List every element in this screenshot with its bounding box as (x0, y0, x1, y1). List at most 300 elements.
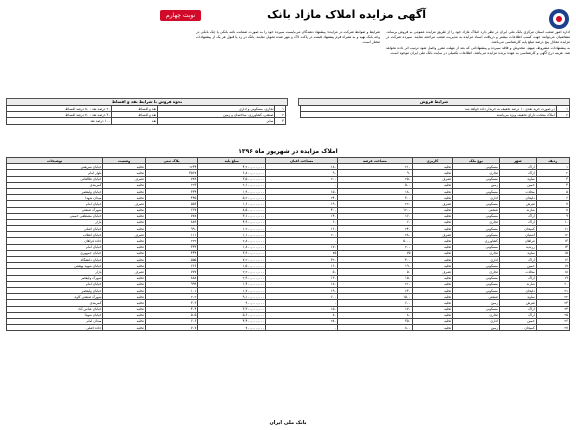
table-row-cell: ساوه (499, 176, 536, 182)
table-row-cell: اراک (499, 312, 536, 318)
table-row-cell: ۱,۴۰۰,۰۰۰,۰۰۰ (198, 281, 266, 287)
table-row-cell: تصرف (412, 176, 453, 182)
table-row-cell: ۶۶۶ (145, 263, 198, 269)
table-row-cell: ۱,۷۰۰,۰۰۰,۰۰۰ (198, 287, 266, 293)
table-row-cell: ۵۰ (338, 269, 412, 275)
table-row-cell: مسکونی (453, 281, 500, 287)
table-row-cell: ۶۰۶ (145, 318, 198, 324)
table-row-cell: ۳۳۴ (145, 188, 198, 194)
table-row-cell: ۲,۹۰۰,۰۰۰,۰۰۰ (198, 275, 266, 281)
table-row-cell: ۲۲ (536, 294, 569, 300)
table-row-cell: ۱۵۰۰ (338, 294, 412, 300)
intro-col-1: اداره امور شعب استان مرکزی بانک ملی ایران در نظر دارد املاک مازاد خود را از طریق مزایده عمومی به فروش برساند. متقاضیان می‌توانند جهت کسب اطلاعات بیشتر و دریافت اسناد مزایده به مدیریت شعب مراجعه نمایند. سپرده شرکت در مزایده معادل پنج درصد مبلغ پایه کارشناسی می‌باشد. (386, 30, 570, 45)
table-row-cell: تخلیه (103, 325, 145, 331)
table-row-cell: تخلیه (103, 188, 145, 194)
table-row-cell: اراک (499, 164, 536, 170)
table-row-cell: آشتیان (499, 232, 536, 238)
table-row-cell: ۱۹۰ (266, 287, 338, 293)
table-row-cell: ۱۸۰ (266, 281, 338, 287)
conditions-title: نحوه فروش با شرایط نقد و اقساط (6, 98, 288, 106)
conditions-row-cell: نقد (112, 118, 158, 124)
table-row-cell: ۱,۹۰۰,۰۰۰,۰۰۰ (198, 188, 266, 194)
table-row-cell: ۶۰ (266, 219, 338, 225)
table-row-cell: تخلیه (412, 275, 453, 281)
table-row-cell: تصرف (412, 232, 453, 238)
footer-bank-name: بانک ملی ایران (269, 420, 307, 426)
table-row-cell: ۱۰۱ (145, 287, 198, 293)
table-row-cell: ۷۷۷ (145, 269, 198, 275)
table-row-cell: ۶۶۷ (145, 207, 198, 213)
sales-terms-table (300, 105, 570, 118)
listing-column-header: وضعیت (103, 158, 145, 164)
table-row-cell: خیابان شریعتی (7, 164, 103, 170)
table-row-cell: تخلیه (103, 263, 145, 269)
listing-column-header: توضیحات (7, 158, 103, 164)
table-row-cell: ۹۹۹ (145, 281, 198, 287)
table-row-cell: ۷۵ (338, 250, 412, 256)
table-row-cell: تخلیه (103, 219, 145, 225)
table-row-cell: ۱۸ (536, 269, 569, 275)
table-row-cell: ۴,۲۰۰,۰۰۰,۰۰۰ (198, 164, 266, 170)
conditions-row-cell: صنعتی، کشاورزی، ساختمان و زمین (158, 112, 275, 118)
table-row-cell: تخلیه (412, 312, 453, 318)
table-row-cell: ۹ (536, 213, 569, 219)
table-row-cell: خیابان طالقانی (7, 176, 103, 182)
conditions-row-cell: نقد و اقساط (112, 112, 158, 118)
table-row-cell: تخلیه (103, 294, 145, 300)
table-row-cell: ۹۹۰ (145, 226, 198, 232)
sales-terms-row-cell: املاک منتخب دارای تخفیف ویژه می‌باشند (301, 112, 557, 118)
table-row-cell: ۴۴۵ (145, 195, 198, 201)
table-row-cell: ۳۵۰ (338, 318, 412, 324)
table-row-cell: تفرش (499, 201, 536, 207)
table-row-cell: ساوه (499, 294, 536, 300)
table-row-cell: ۵ (536, 188, 569, 194)
table-row-cell: تخلیه (412, 318, 453, 324)
table-row-cell: ۲۲۲ (145, 238, 198, 244)
bank-logo-icon (548, 8, 570, 30)
table-row-cell: مسکونی (453, 263, 500, 269)
table-row-cell: ۳۰۳ (145, 300, 198, 306)
table-row-cell: ۲۷ (536, 325, 569, 331)
table-row-cell: تخلیه (103, 275, 145, 281)
table-row-cell: ۱,۵۰۰,۰۰۰,۰۰۰ (198, 263, 266, 269)
table-row-cell: تجاری (453, 219, 500, 225)
table-row-cell: ۲,۸۰۰,۰۰۰,۰۰۰ (198, 238, 266, 244)
table-row-cell: تخلیه (103, 164, 145, 170)
table-row-cell: تخلیه (103, 226, 145, 232)
table-row-cell: خیابان انقلاب (7, 232, 103, 238)
table-row-cell: خیابان ولیعصر (7, 287, 103, 293)
table-row-cell: کشاورزی (453, 238, 500, 244)
round-badge: نوبت چهارم (160, 10, 201, 21)
conditions-row-cell: ۳۰ درصد نقد - ۷۰ درصد اقساط (7, 112, 112, 118)
table-row (7, 325, 570, 331)
table-row-cell: اراک (499, 219, 536, 225)
table-row-cell: ۵۵۵ (145, 257, 198, 263)
table-row-cell: ۱۵۰ (266, 306, 338, 312)
table-row-cell: ۱۵۰ (266, 188, 338, 194)
table-row-cell: زمین (453, 300, 500, 306)
table-row-cell: تخلیه (412, 257, 453, 263)
table-row-cell: ۱ (536, 164, 569, 170)
table-row-cell: ۰ (266, 325, 338, 331)
table-row-cell: ۱,۲۰۰,۰۰۰,۰۰۰ (198, 226, 266, 232)
table-row-cell: صنعتی (453, 294, 500, 300)
table-row-cell: ۸۸۸ (145, 275, 198, 281)
table-row-cell: تخلیه (103, 244, 145, 250)
listing-column-header: ردیف (536, 158, 569, 164)
table-row-cell: ۷ (536, 201, 569, 207)
table-row-cell: تخلیه (412, 219, 453, 225)
listing-body (7, 164, 570, 331)
table-row-cell: زمین (453, 325, 500, 331)
table-row-cell: مسکونی (453, 176, 500, 182)
table-row-cell: ۹۰۰,۰۰۰,۰۰۰ (198, 300, 266, 306)
table-row-cell: تخلیه (412, 306, 453, 312)
table-row-cell: ۶,۸۰۰,۰۰۰,۰۰۰ (198, 170, 266, 176)
table-row-cell: تصرف (103, 232, 145, 238)
table-row-cell: ۱۳ (536, 238, 569, 244)
table-row-cell: تخلیه (103, 281, 145, 287)
table-row-cell: ۱۶۰ (338, 213, 412, 219)
table-row-cell: ۱۱ (536, 226, 569, 232)
table-row-cell: ۲۰۰ (266, 232, 338, 238)
table-row-cell: خیابان ولیعصر (7, 188, 103, 194)
table-row-cell: ۱,۸۰۰,۰۰۰,۰۰۰ (198, 244, 266, 250)
table-row-cell: تخلیه (412, 263, 453, 269)
table-row-cell: تجاری (453, 312, 500, 318)
table-row-cell: تفرش (499, 300, 536, 306)
table-row-cell: ۱۸۰ (338, 188, 412, 194)
table-row-cell: ۹,۱۰۰,۰۰۰,۰۰۰ (198, 294, 266, 300)
listing-table (6, 157, 570, 331)
table-row-cell: ۲۲۳ (145, 182, 198, 188)
table-row-cell: ۶۰۰ (266, 294, 338, 300)
table-row-cell: شازند (499, 207, 536, 213)
table-row-cell: تجاری (453, 170, 500, 176)
table-row-cell: تخلیه (103, 318, 145, 324)
table-row-cell: مسکونی (453, 244, 500, 250)
table-row-cell: ۸۰۰ (338, 325, 412, 331)
table-row-cell: تخلیه (103, 257, 145, 263)
table-row-cell: تخلیه (412, 238, 453, 244)
table-row-cell: اداری (453, 257, 500, 263)
table-row-cell: ساوه (499, 250, 536, 256)
table-row-cell: ۴,۹۰۰,۰۰۰,۰۰۰ (198, 219, 266, 225)
ad-header (0, 6, 576, 26)
table-row-cell: ۸۸۹ (145, 219, 198, 225)
table-row-cell: اداری (453, 318, 500, 324)
table-row-cell: تخلیه (412, 195, 453, 201)
table-row-cell: ۱۷ (536, 263, 569, 269)
table-row-cell: تجاری (453, 250, 500, 256)
table-row-cell: ۲۰۰ (338, 244, 412, 250)
table-row-cell: تخلیه (412, 244, 453, 250)
table-row-cell: ۴ (536, 182, 569, 188)
table-row-cell: ۲۵۰ (338, 176, 412, 182)
table-row-cell: ۵۰۵ (145, 312, 198, 318)
table-row-cell: تخلیه (103, 195, 145, 201)
ad-title: آگهی مزایده املاک مازاد بانک (267, 8, 426, 21)
listing-column-header: مبلغ پایه (198, 158, 266, 164)
table-row-cell: شهرک صنعتی (7, 207, 103, 213)
table-row-cell: ۷۸۹ (145, 176, 198, 182)
table-row-cell: ۱۶ (536, 257, 569, 263)
table-row-cell: ۴۰۰ (338, 257, 412, 263)
table-row-cell: ۲,۲۰۰,۰۰۰,۰۰۰ (198, 269, 266, 275)
table-row-cell: محلات (499, 188, 536, 194)
table-row-cell: ۰ (266, 182, 338, 188)
table-row-cell: ۲۲۰ (338, 201, 412, 207)
sales-terms-row-cell: ۲ (556, 112, 569, 118)
table-row-cell: خیابان امام (7, 244, 103, 250)
table-row-cell: تصرف (103, 176, 145, 182)
listing-column-header: مساحت عرصه (338, 158, 412, 164)
table-row-cell: ۱۴ (536, 244, 569, 250)
table-row-cell: میدان شهدا (7, 195, 103, 201)
table-row-cell: ۷۰۰,۰۰۰,۰۰۰ (198, 325, 266, 331)
table-row-cell: تخلیه (412, 325, 453, 331)
table-row-cell: کمربندی (7, 300, 103, 306)
table-row-cell: ۹۰ (338, 170, 412, 176)
table-row-cell: ۷۷۸ (145, 213, 198, 219)
table-row-cell: تخلیه (412, 281, 453, 287)
table-row-cell: ۱۸۰ (266, 164, 338, 170)
table-row-cell: تخلیه (412, 170, 453, 176)
table-row-cell: ۱۵۰ (338, 275, 412, 281)
table-row-cell: ۱۹۰ (338, 263, 412, 269)
table-row-cell: ۴۴۴ (145, 250, 198, 256)
table-row-cell: ۸ (536, 207, 569, 213)
table-row-cell: خیابان شهدا (7, 312, 103, 318)
table-row-cell: اراک (499, 306, 536, 312)
table-row-cell: تخلیه (412, 226, 453, 232)
table-row-cell: خیابان امام (7, 281, 103, 287)
table-row-cell: ۳,۳۰۰,۰۰۰,۰۰۰ (198, 306, 266, 312)
table-row-cell: ۱۶۰ (266, 263, 338, 269)
conditions-table (6, 105, 286, 125)
listing-title: املاک مزایده در شهریور ماه ۱۳۹۶ (238, 148, 338, 155)
table-row-cell: ۳۲۰ (266, 257, 338, 263)
table-row-cell: ۲,۱۰۰,۰۰۰,۰۰۰ (198, 182, 266, 188)
table-row-cell: تخلیه (412, 207, 453, 213)
table-row-cell: خیابان شهید بهشتی (7, 263, 103, 269)
conditions-row-cell: نقد و اقساط (112, 106, 158, 112)
table-row-cell: مسکونی (453, 226, 500, 232)
table-row-cell: تخلیه (103, 213, 145, 219)
table-row-cell: ۸۰ (266, 312, 338, 318)
table-row-cell: میدان امام (7, 318, 103, 324)
table-row-cell: ۱۳۰ (266, 275, 338, 281)
table-row-cell: اداری (453, 195, 500, 201)
table-row-cell: ۱۲۰۰ (338, 207, 412, 213)
table-row-cell: ۳,۹۰۰,۰۰۰,۰۰۰ (198, 250, 266, 256)
table-row-cell: ۴۵۶۷ (145, 170, 198, 176)
table-row-cell: شهرک صنعتی کاوه (7, 294, 103, 300)
intro-text (6, 30, 570, 94)
table-row-cell: خیابان جمهوری (7, 250, 103, 256)
table-row-cell: ۳۳۳ (145, 244, 198, 250)
sales-terms-title: شرایط فروش (298, 98, 570, 106)
table-row-cell: کمیجان (499, 226, 536, 232)
conditions-row-cell: تجاری، مسکونی و اداری (158, 106, 275, 112)
table-row-cell: تخلیه (412, 182, 453, 188)
table-row-cell: مسکونی (453, 275, 500, 281)
sales-terms-row (301, 112, 570, 118)
table-row-cell: تخلیه (103, 207, 145, 213)
table-row-cell: مسکونی (453, 232, 500, 238)
table-row-cell: ۵,۶۰۰,۰۰۰,۰۰۰ (198, 312, 266, 318)
table-row-cell: زرندیه (499, 244, 536, 250)
table-row-cell: خیابان مصطفی خمینی (7, 213, 103, 219)
table-row-cell: اراک (499, 170, 536, 176)
table-row-cell: ۲ (536, 170, 569, 176)
table-row-cell: جاده فراهان (7, 238, 103, 244)
table-row-cell: ۶ (536, 195, 569, 201)
table-row-cell: ۵۰۰۰ (338, 238, 412, 244)
table-row-cell: ۲۵ (536, 312, 569, 318)
table-row-cell: ۱۶۰ (266, 226, 338, 232)
conditions-row-cell: سایر (158, 118, 275, 124)
table-row-cell: ۶۰۰ (338, 300, 412, 306)
table-row-cell: ۲۳ (536, 300, 569, 306)
table-row-cell: تخلیه (103, 182, 145, 188)
table-row-cell: ۱۴۰ (266, 213, 338, 219)
table-row-cell: تصرف (412, 269, 453, 275)
table-row-cell: ۱۰ (536, 219, 569, 225)
table-row-cell: ۴۰۴ (145, 306, 198, 312)
table-row-cell: مسکونی (453, 287, 500, 293)
intro-col-3: به پیشنهادات مشروط، مبهم، مخدوش و فاقد سپرده و پیشنهاداتی که بعد از مهلت مقرر واصل شود ترتیب اثر داده نخواهد شد. هزینه درج آگهی و کارشناسی به عهده برنده مزایده می‌باشد. اطلاعات تکمیلی در سایت بانک ملی ایران موجود است. (386, 45, 570, 55)
table-row-cell: ۶۰ (338, 219, 412, 225)
table-row-cell: خیابان اصلی (7, 226, 103, 232)
table-row-cell: زمین (453, 182, 500, 188)
table-row-cell: ۲۳۰ (338, 287, 412, 293)
table-row-cell: ۱,۱۰۰,۰۰۰,۰۰۰ (198, 232, 266, 238)
table-row-cell: تخلیه (412, 213, 453, 219)
table-row-cell: تصرف (412, 201, 453, 207)
conditions-row (7, 118, 286, 124)
table-row-cell: ۲۰۲ (145, 294, 198, 300)
table-row-cell: ۲۴ (536, 306, 569, 312)
listing-column-header: مساحت اعیان (266, 158, 338, 164)
table-row-cell: ۴,۴۰۰,۰۰۰,۰۰۰ (198, 318, 266, 324)
table-row-cell: ۳,۱۰۰,۰۰۰,۰۰۰ (198, 213, 266, 219)
table-row-cell: شازند (499, 281, 536, 287)
table-row-cell: خمین (499, 182, 536, 188)
listing-column-header: شهر (499, 158, 536, 164)
table-row-cell: تخلیه (412, 164, 453, 170)
listing-column-header: پلاک ثبتی (145, 158, 198, 164)
table-row-cell: تخلیه (412, 294, 453, 300)
table-row-cell: صنعتی (453, 207, 500, 213)
table-row-cell: بازار (7, 219, 103, 225)
table-row-cell: تخلیه (412, 287, 453, 293)
table-row-cell: ۹۰ (266, 170, 338, 176)
table-row-cell: ۰ (266, 238, 338, 244)
table-row-cell: تجاری (453, 269, 500, 275)
table-row-cell: خمین (499, 318, 536, 324)
sales-terms-row-cell: ۱ (556, 106, 569, 112)
listing-column-header: نوع ملک (453, 158, 500, 164)
conditions-row-cell: ۲۰ درصد نقد - ۸۰ درصد اقساط (7, 106, 112, 112)
table-row-cell: ۸,۵۰۰,۰۰۰,۰۰۰ (198, 207, 266, 213)
table-row-cell: خیابان امام (7, 201, 103, 207)
table-row-cell: ۳,۵۰۰,۰۰۰,۰۰۰ (198, 176, 266, 182)
table-row-cell: ۲۱۰ (338, 164, 412, 170)
intro-col-2: شرایط و ضوابط شرکت در مزایده: پیشنهاد دهندگان می‌بایست سپرده خود را به صورت ضمانت نامه بانکی یا چک بانکی در وجه بانک تهیه و به همراه فرم پیشنهاد قیمت در پاکت لاک و مهر شده تحویل نمایند. بانک در رد یا قبول هر یک از پیشنهادات مختار است. (196, 30, 380, 45)
conditions-row-cell: ۱۰۰ درصد نقد (7, 118, 112, 124)
table-row-cell: ۲۰ (536, 281, 569, 287)
table-row-cell: ۱۲ (536, 232, 569, 238)
table-row-cell: ۱۷۰ (266, 244, 338, 250)
table-row-cell: ۵۵۶ (145, 201, 198, 207)
table-row-cell: ۱۷۰ (338, 306, 412, 312)
table-row-cell: اراک (499, 275, 536, 281)
table-row-cell: ۲۴۰ (338, 226, 412, 232)
table-row-cell: تخلیه (412, 300, 453, 306)
table-row-cell: ۲۱ (536, 287, 569, 293)
table-row-cell: محلات (499, 269, 536, 275)
table-row-cell: ۷۵ (266, 250, 338, 256)
conditions-row-cell: ۱ (275, 106, 286, 112)
table-row-cell: تخلیه (103, 300, 145, 306)
table-row-cell: تخلیه (103, 312, 145, 318)
table-row-cell: بلوار امام (7, 170, 103, 176)
table-row-cell: اراک (499, 213, 536, 219)
sales-terms-row-cell: در صورت خرید نقدی ۱۰ درصد تخفیف به خریدار داده خواهد شد (301, 106, 557, 112)
conditions-row-cell: ۳ (275, 118, 286, 124)
table-row-cell: مسکونی (453, 188, 500, 194)
table-row-cell: ۳ (536, 176, 569, 182)
table-row-cell: تخلیه (103, 287, 145, 293)
table-row-cell: تخلیه (103, 250, 145, 256)
table-row-cell: ۱۲۳۴ (145, 164, 198, 170)
table-row-cell: ۳۰۰ (338, 195, 412, 201)
table-row-cell: خیابان دانشگاه (7, 257, 103, 263)
table-row-cell: ۲۸۰ (266, 318, 338, 324)
table-row-cell: اراک (499, 257, 536, 263)
table-row-cell: تخلیه (103, 306, 145, 312)
table-row-cell: ۵۰ (266, 269, 338, 275)
table-row-cell: ۲۴۰ (266, 195, 338, 201)
table-row-cell: جاده اصلی (7, 325, 103, 331)
table-row-cell: بازار (7, 269, 103, 275)
table-row-cell: ۱۵ (536, 250, 569, 256)
table-row-cell: مسکونی (453, 164, 500, 170)
table-row-cell: تصرف (103, 201, 145, 207)
table-row-cell: شهرک ولیعصر (7, 275, 103, 281)
table-row-cell: ۱,۶۰۰,۰۰۰,۰۰۰ (198, 201, 266, 207)
table-row-cell: ۷۰۷ (145, 325, 198, 331)
table-row-cell: ۲۸۰ (338, 232, 412, 238)
table-row-cell: کمربندی (7, 182, 103, 188)
table-row-cell: ۲۶ (536, 318, 569, 324)
table-row-cell: ۵,۲۰۰,۰۰۰,۰۰۰ (198, 195, 266, 201)
conditions-row-cell: ۲ (275, 112, 286, 118)
table-row-cell: مسکونی (453, 306, 500, 312)
table-row-cell: دلیجان (499, 195, 536, 201)
table-row-cell: تصرف (103, 269, 145, 275)
table-row-cell: ۰ (266, 300, 338, 306)
table-row-cell: مسکونی (453, 213, 500, 219)
table-row-cell: ۸۰ (338, 312, 412, 318)
table-row-cell: ۱۹۰ (266, 201, 338, 207)
table-row-cell: ۱۹ (536, 275, 569, 281)
table-row-cell: خیابان عباس آباد (7, 306, 103, 312)
table-row-cell: ۲۰۰ (266, 176, 338, 182)
